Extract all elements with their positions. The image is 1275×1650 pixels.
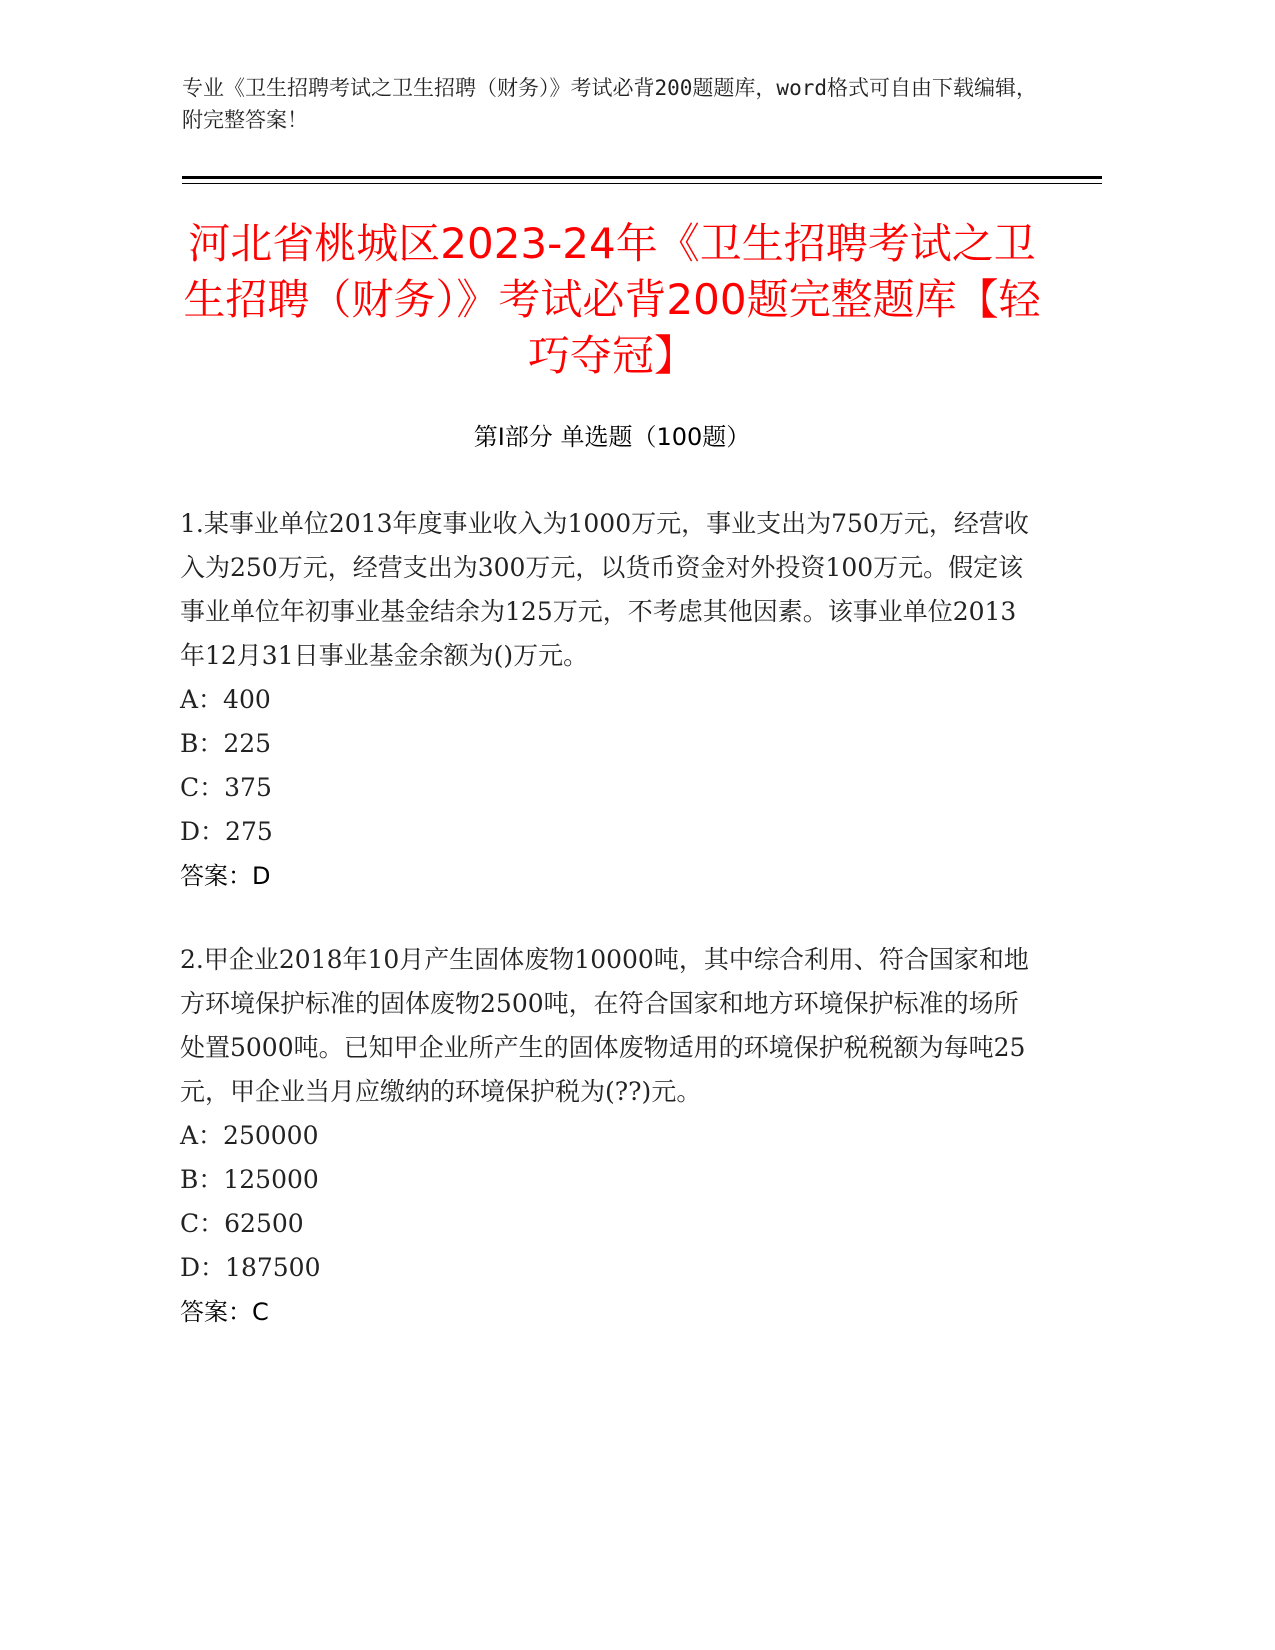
question-stem: 1.某事业单位2013年度事业收入为1000万元，事业支出为750万元，经营收入为250万元，经营支出为300万元，以货币资金对外投资100万元。假定该事业单位年初事业基金结余为125万元，不考虑其他因素。该事业单位2013年12月31日事业基金余额为()万元。 xyxy=(180,509,1029,670)
header-rule-thin xyxy=(182,183,1102,184)
header-rule-thick xyxy=(182,176,1102,179)
option-b: B：225 xyxy=(180,729,272,758)
header-note: 专业《卫生招聘考试之卫生招聘（财务）》考试必背200题题库，word格式可自由下载编辑，附完整答案！ xyxy=(182,76,1037,132)
option-b: B：125000 xyxy=(180,1165,319,1194)
option-c: C：375 xyxy=(180,773,272,802)
option-d: D：275 xyxy=(180,817,273,846)
document-title: 河北省桃城区2023-24年《卫生招聘考试之卫生招聘（财务）》考试必背200题完整题库【轻巧夺冠】 xyxy=(183,219,1041,380)
option-a: A：400 xyxy=(180,685,271,714)
option-a: A：250000 xyxy=(180,1121,319,1150)
question-2 xyxy=(180,938,1040,1334)
question-1 xyxy=(180,502,1040,898)
answer: 答案：D xyxy=(180,862,271,890)
option-c: C：62500 xyxy=(180,1209,304,1238)
question-stem: 2.甲企业2018年10月产生固体废物10000吨，其中综合利用、符合国家和地方环境保护标准的固体废物2500吨，在符合国家和地方环境保护标准的场所处置5000吨。已知甲企业所产生的固体废物适用的环境保护税税额为每吨25元，甲企业当月应缴纳的环境保护税为(??)元。 xyxy=(180,945,1029,1106)
section-title: 第I部分 单选题（100题） xyxy=(473,423,751,451)
answer: 答案：C xyxy=(180,1298,269,1326)
option-d: D：187500 xyxy=(180,1253,321,1282)
